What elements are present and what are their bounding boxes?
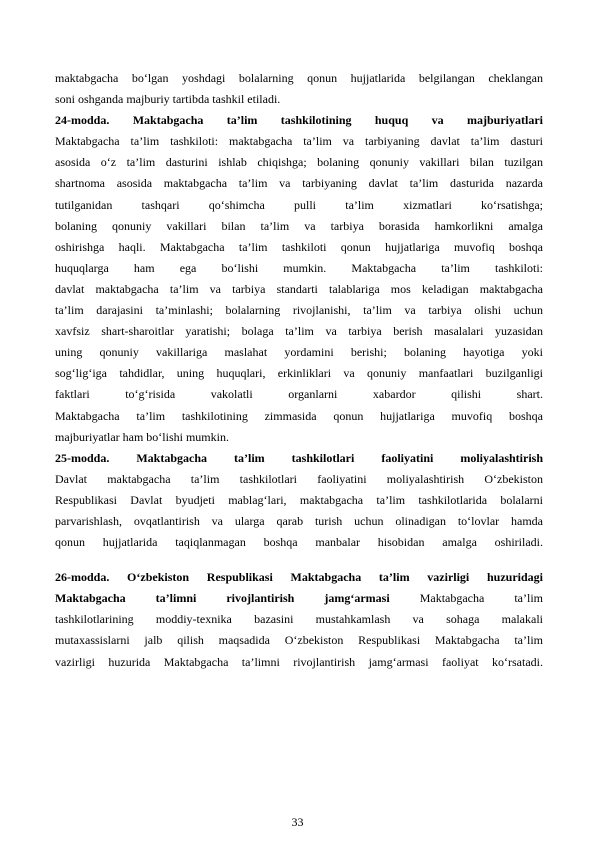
text-line: Maktabgacha ta’lim tashkilotining zimmasida qonun hujjatlariga muvofiq boshqa [55, 408, 543, 423]
document-body [55, 68, 543, 673]
text-line: oshirishga haqli. Maktabgacha ta’lim tashkiloti qonun hujjatlariga muvofiq boshqa [55, 239, 543, 254]
text-line: sog‘lig‘iga tahdidlar, uning huquqlari, erkinliklari va qonuniy manfaatlari buzilganligi [55, 366, 543, 381]
text-line: tutilganidan tashqari qo‘shimcha pulli ta’lim xizmatlari ko‘rsatishga; [55, 197, 543, 212]
text2-line: tashkilotlarining moddiy-texnika bazasini mustahkamlash va sohaga malakali [55, 612, 543, 627]
text-line: asosida o‘z ta’lim dasturini ishlab chiqishga; bolaning qonuniy vakillari bilan tuzilgan [55, 155, 543, 170]
text-line: bolaning qonuniy vakillari bilan ta’lim va tarbiya borasida hamkorlikni amalga [55, 218, 543, 233]
text-line: maktabgacha bo‘lgan yoshdagi bolalarning qonun hujjatlarida belgilangan cheklangan [55, 71, 543, 85]
text-line: xavfsiz shart-sharoitlar yaratishi; bolaga ta’lim va tarbiya berish masalalari yuzasidan [55, 324, 543, 339]
text-line: parvarishlash, ovqatlantirish va ularga qarab turish uchun olinadigan to‘lovlar hamda [55, 513, 543, 528]
text-line: Maktabgacha ta’lim tashkiloti: maktabgacha ta’lim va tarbiyaning davlat ta’lim dasturi [55, 134, 543, 149]
paragraph-block-1 [55, 68, 543, 553]
text-line: Respublikasi Davlat byudjeti mablag‘lari, maktabgacha ta’lim tashkilotlarida bolalarni [55, 492, 543, 507]
paragraph-gap [55, 553, 543, 567]
text-line: qonun hujjatlarida taqiqlanmagan boshqa manbalar hisobidan amalga oshiriladi. [55, 535, 543, 550]
text2-heading-text: Maktabgacha ta’limni rivojlantirish jamg‘armasi [55, 591, 390, 606]
text-line: huquqlarga ham ega bo‘lishi mumkin. Maktabgacha ta’lim tashkiloti: [55, 260, 543, 275]
text2-line: mutaxassislarni jalb qilish maqsadida O‘zbekiston Respublikasi Maktabgacha ta’lim [55, 633, 543, 648]
text-line: davlat maktabgacha ta’lim va tarbiya standarti talablariga mos keladigan maktabgacha [55, 281, 543, 296]
text-line: majburiyatlar ham bo‘lishi mumkin. [55, 429, 229, 444]
text-line: faktlari to‘g‘risida vakolatli organlarni xabardor qilishi shart. [55, 387, 543, 402]
text2-line: 26-modda. O‘zbekiston Respublikasi Maktabgacha ta’lim vazirligi huzuridagi [55, 570, 543, 585]
text2-line-tail: Maktabgacha ta’lim [389, 591, 543, 606]
text-line: uning qonuniy vakillariga maslahat yordamini berishi; bolaning hayotiga yoki [55, 345, 543, 360]
text2-line: vazirligi huzurida Maktabgacha ta’limni rivojlantirish jamg‘armasi faoliyat ko‘rsatadi. [55, 654, 543, 669]
text-line: Davlat maktabgacha ta’lim tashkilotlari faoliyatini moliyalashtirish O‘zbekiston [55, 471, 543, 486]
paragraph-block-2 [55, 567, 543, 672]
text-line: 25-modda. Maktabgacha ta’lim tashkilotlari faoliyatini moliyalashtirish [55, 450, 543, 465]
text-line: ta’lim darajasini ta’minlashi; bolalarning rivojlanishi, ta’lim va tarbiya olishi uchun [55, 303, 543, 318]
text-line: shartnoma asosida maktabgacha ta’lim va tarbiyaning davlat ta’lim dasturida nazarda [55, 176, 543, 191]
page-number: 33 [291, 815, 304, 829]
text-line: 24-modda. Maktabgacha ta’lim tashkilotining huquq va majburiyatlari [55, 113, 543, 128]
text-line: soni oshganda majburiy tartibda tashkil etiladi. [55, 92, 281, 107]
text2-line [55, 588, 543, 609]
